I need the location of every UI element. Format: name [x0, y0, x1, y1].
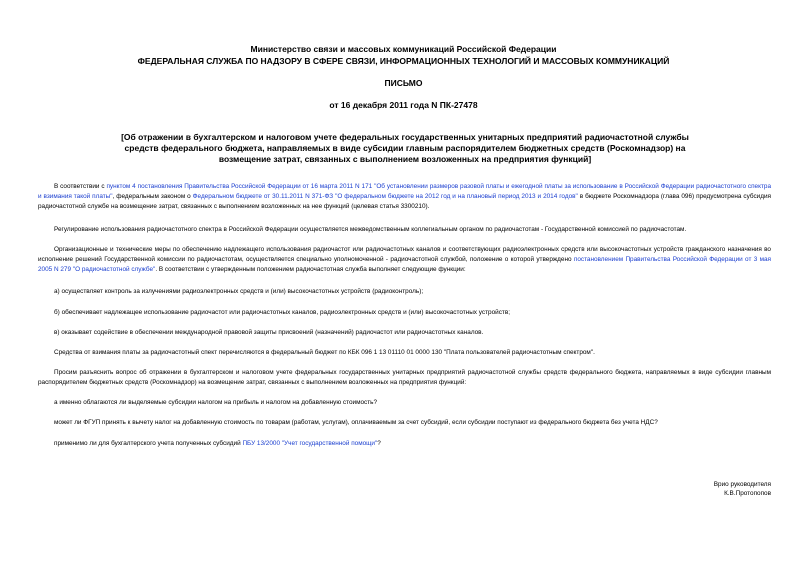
question-accounting-standard: [38, 439, 771, 449]
paragraph-legal-basis: [38, 182, 771, 212]
text: в бюджете Роскомнадзора (глава 096) предусмотрена субсидия радиочастотной службе на возмещение затрат, связанных с выполнением возложенных на нее функций (целевая статья 3300210).: [38, 193, 771, 210]
document-type: ПИСЬМО: [384, 78, 423, 88]
function-item-b: б) обеспечивает надлежащее использование радиочастот или радиочастотных каналов, радиоэлектронных средств и (или) высокочастотных устройств;: [54, 309, 510, 316]
text: , федеральным законом о: [112, 193, 193, 200]
ministry-name: Министерство связи и массовых коммуникаций Российской Федерации: [250, 44, 557, 54]
text: В соответствии с: [54, 183, 107, 190]
function-item-c: в) оказывает содействие в обеспечении международной правовой защиты присвоений (назначений) радиочастот или радиочастотных каналов.: [54, 329, 484, 336]
question-vat-deduction: может ли ФГУП принять к вычету налог на добавленную стоимость по товарам (работам, услугам), оплачиваемым за счет субсидий, если субсидии поступают из федерального бюджета без учета НДС?: [54, 419, 658, 426]
paragraph-regulation: Регулирование использования радиочастотного спектра в Российской Федерации осуществляется межведомственным коллегиальным органом по радиочастотам - Государственной комиссией по радиочастотам.: [54, 226, 687, 233]
signatory-name: К.В.Протопопов: [724, 490, 771, 497]
paragraph-payment-transfer: Средства от взимания платы за радиочастотный спект перечисляются в федеральный бюджет по КБК 096 1 13 01110 01 0000 130 "Плата пользователей радиочастотным спектром".: [54, 349, 595, 356]
link-pbu-13-2000[interactable]: ПБУ 13/2000 "Учет государственной помощи": [242, 440, 378, 447]
paragraph-organizational-measures: [38, 245, 771, 275]
link-government-decree-279[interactable]: постановлением Правительства Российской Федерации от 3 мая 2005 N 279 "О радиочастотной службе": [38, 256, 771, 273]
paragraph-request: Просим разъяснить вопрос об отражении в бухгалтерском и налоговом учете федеральных государственных унитарных предприятий радиочастотной службы средств федерального бюджета, направляемых в виде субсидии главным распорядителем бюджетных средств (Роскомнадзор) на возмещение затрат, связанных с выполнением возложенных на предприятия функций:: [38, 369, 771, 386]
function-item-a: а) осуществляет контроль за излучениями радиоэлектронных средств и (или) высокочастотных устройств (радиоконтроль);: [54, 288, 424, 295]
document-title: [Об отражении в бухгалтерском и налоговом учете федеральных государственных унитарных предприятий радиочастотной службы средств федерального бюджета, направляемых в виде субсидии главным распорядителем бюджетных средств (Роскомнадзор) на возмещение затрат, связанных с выполнением возложенных на предприятия функций]: [121, 132, 689, 164]
text: Организационные и технические меры по обеспечению надлежащего использования радиочастот или радиочастотных каналов и соответствующих радиоэлектронных средств или высокочастотных устройств гражданского назначения во исполнение решений Государственной комиссии по радиочастотам, осуществляется специально уполномоченной - радиочастотной службой, положение о которой утверждено: [38, 246, 771, 263]
question-taxation: а именно облагаются ли выделяемые субсидии налогом на прибыль и налогом на добавленную стоимость?: [54, 399, 378, 406]
signature-block: [714, 480, 771, 498]
signatory-role: Врио руководителя: [713, 481, 771, 488]
link-federal-budget-law[interactable]: Федеральном бюджете от 30.11.2011 N 371-ФЗ "О федеральном бюджете на 2012 год и на плановый период 2013 и 2014 годов": [192, 193, 578, 200]
document-date-number: от 16 декабря 2011 года N ПК-27478: [329, 100, 478, 110]
text: ?: [377, 440, 381, 447]
text: . В соответствии с утвержденным положением радиочастотная служба выполняет следующие функции:: [155, 266, 466, 273]
text: применимо ли для бухгалтерского учета полученных субсидий: [54, 440, 243, 447]
link-government-decree-171[interactable]: пунктом 4 постановления Правительства Российской Федерации от 16 марта 2011 N 171 "Об установлении размеров разовой платы и ежегодной платы за использование в Российской Федерации радиочастотного спектра и взимания такой платы": [38, 183, 771, 200]
service-name: ФЕДЕРАЛЬНАЯ СЛУЖБА ПО НАДЗОРУ В СФЕРЕ СВЯЗИ, ИНФОРМАЦИОННЫХ ТЕХНОЛОГИЙ И МАССОВЫХ КОММУНИКАЦИЙ: [137, 56, 670, 66]
